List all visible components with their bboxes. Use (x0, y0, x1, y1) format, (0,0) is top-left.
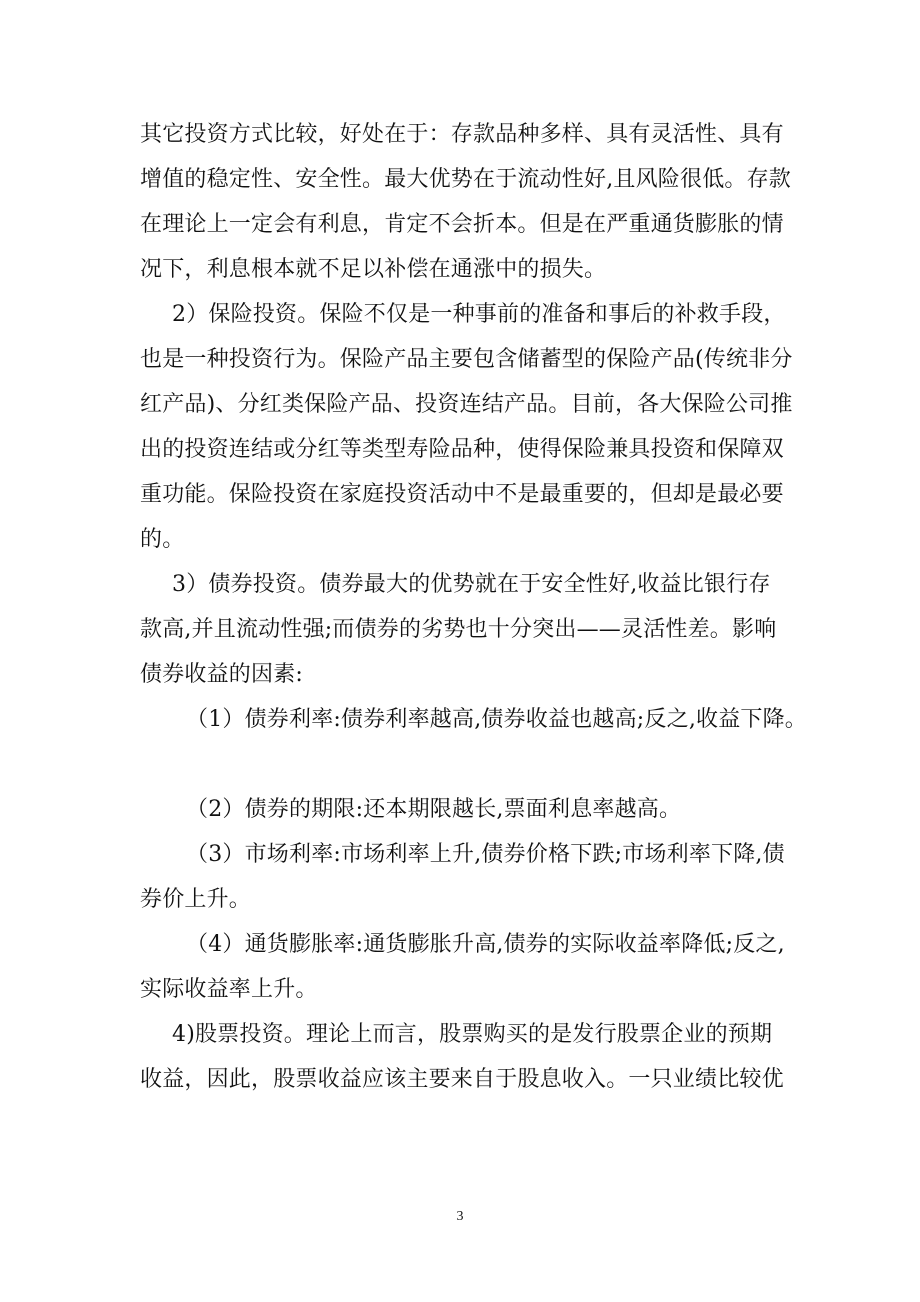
list-item-line: （1）债券利率:债券利率越高,债券收益也越高;反之,收益下降。 (186, 707, 808, 732)
text-line: 出的投资连结或分红等类型寿险品种，使得保险兼具投资和保障双 (140, 437, 784, 462)
paragraph-start-line: 3）债券投资。债券最大的优势就在于安全性好,收益比银行存 (172, 572, 771, 597)
text-line: 红产品)、分红类保险产品、投资连结产品。目前，各大保险公司推 (140, 392, 793, 417)
text-line: 的。 (140, 527, 185, 552)
text-line: 债券收益的因素: (140, 662, 304, 687)
text-line: 款高,并且流动性强;而债券的劣势也十分突出——灵活性差。影响 (140, 617, 777, 642)
text-line: 其它投资方式比较，好处在于：存款品种多样、具有灵活性、具有 (140, 122, 784, 147)
text-line: 也是一种投资行为。保险产品主要包含储蓄型的保险产品(传统非分 (140, 347, 793, 372)
paragraph-start-line: 4)股票投资。理论上而言，股票购买的是发行股票企业的预期 (172, 1022, 773, 1047)
page-number: 3 (456, 1209, 464, 1224)
text-line: 况下，利息根本就不足以补偿在通涨中的损失。 (140, 257, 607, 282)
text-line: 增值的稳定性、安全性。最大优势在于流动性好,且风险很低。存款 (140, 167, 791, 192)
text-line: 重功能。保险投资在家庭投资活动中不是最重要的，但却是最必要 (140, 482, 784, 507)
list-item-line: （4）通货膨胀率:通货膨胀升高,债券的实际收益率降低;反之, (186, 932, 785, 957)
list-item-line: （2）债券的期限:还本期限越长,票面利息率越高。 (186, 797, 682, 822)
list-item-line: （3）市场利率:市场利率上升,债券价格下跌;市场利率下降,债 (186, 842, 785, 867)
text-line: 收益，因此，股票收益应该主要来自于股息收入。一只业绩比较优 (140, 1067, 784, 1092)
text-line: 实际收益率上升。 (140, 977, 318, 1002)
text-line: 在理论上一定会有利息，肯定不会折本。但是在严重通货膨胀的情 (140, 212, 784, 237)
text-line: 券价上升。 (140, 887, 252, 912)
paragraph-start-line: 2）保险投资。保险不仅是一种事前的准备和事后的补救手段， (172, 302, 786, 327)
